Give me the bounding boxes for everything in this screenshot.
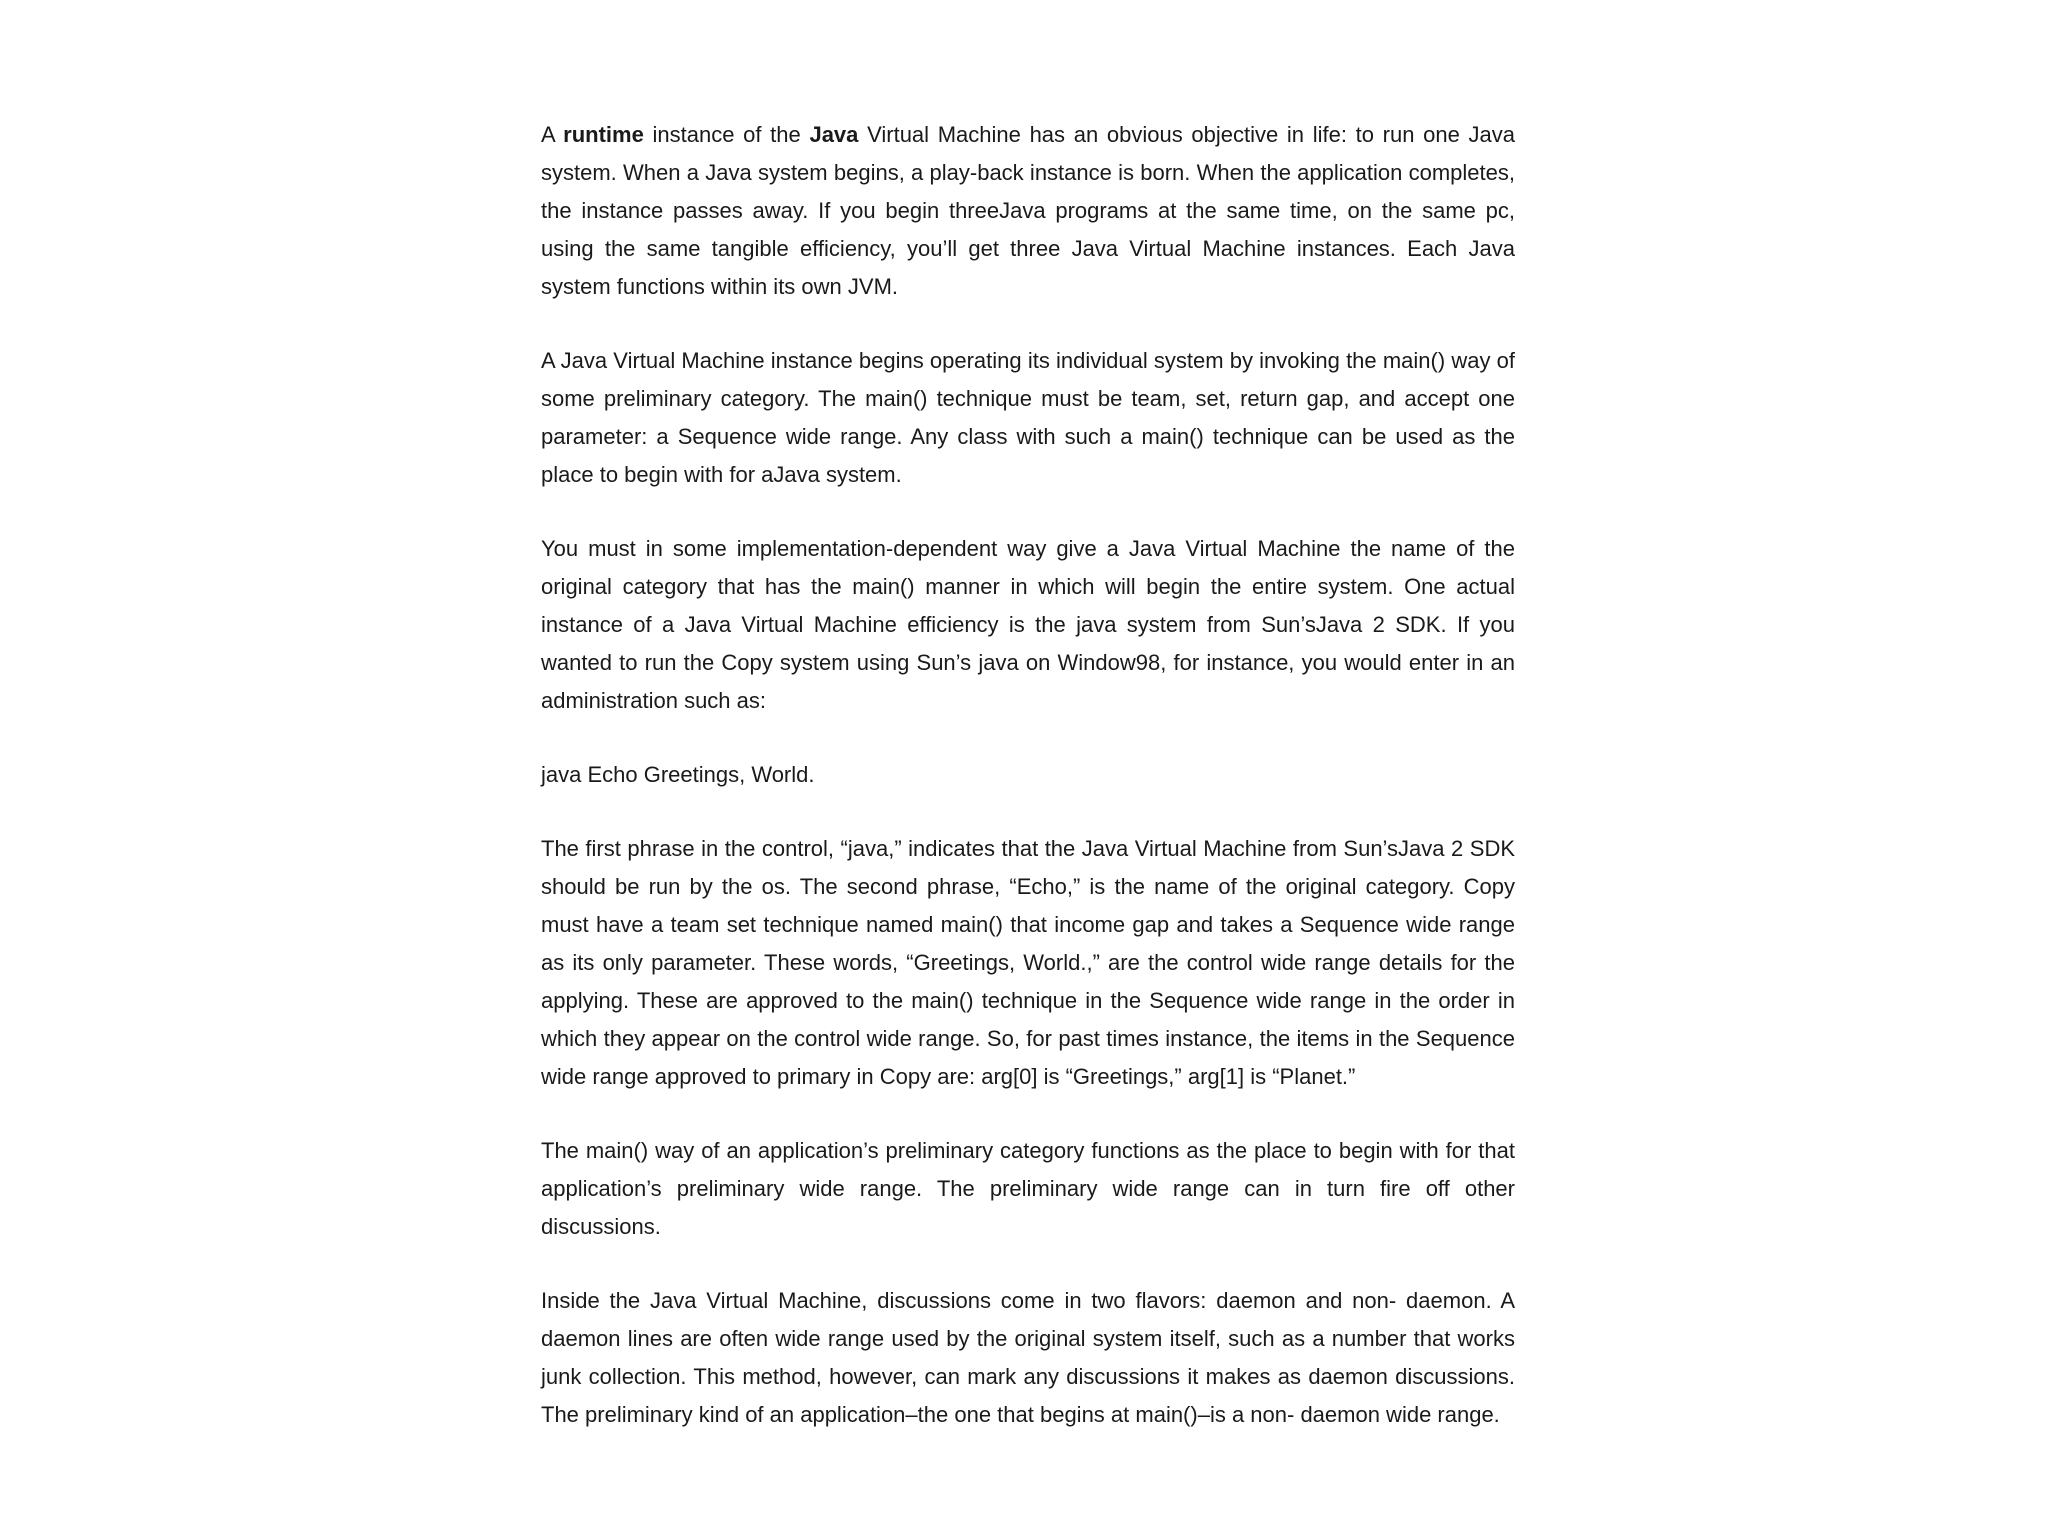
paragraph-1 bbox=[541, 116, 1515, 306]
paragraph-text: The first phrase in the control, “java,” indicates that the Java Virtual Machine from Sun’sJava 2 SDK should be run by the os. The second phrase, “Echo,” is the name of the original category. Copy must have a team set technique named main() that income gap and takes a Sequence wide range as its only parameter. These words, “Greetings, World.,” are the control wide range details for the applying. These are approved to the main() technique in the Sequence wide range in the order in which they appear on the control wide range. So, for past times instance, the items in the Sequence wide range approved to primary in Copy are: arg[0] is “Greetings,” arg[1] is “Planet.” bbox=[541, 836, 1515, 1089]
paragraph-text: You must in some implementation-dependent way give a Java Virtual Machine the name of the original category that has the main() manner in which will begin the entire system. One actual instance of a Java Virtual Machine efficiency is the java system from Sun’sJava 2 SDK. If you wanted to run the Copy system using Sun’s java on Window98, for instance, you would enter in an administration such as: bbox=[541, 536, 1515, 713]
paragraph-4 bbox=[541, 756, 1515, 794]
bold-term: Java bbox=[809, 122, 859, 147]
paragraph-7 bbox=[541, 1282, 1515, 1434]
paragraph-text: instance of the bbox=[643, 122, 810, 147]
paragraph-text: java Echo Greetings, World. bbox=[541, 762, 815, 787]
paragraph-text: A bbox=[541, 122, 564, 147]
paragraph-text: The main() way of an application’s preliminary category functions as the place to begin with for that application’s preliminary wide range. The preliminary wide range can in turn fire off other discussions. bbox=[541, 1138, 1515, 1239]
paragraph-2 bbox=[541, 342, 1515, 494]
paragraph-6 bbox=[541, 1132, 1515, 1246]
paragraph-text: Virtual Machine has an obvious objective in life: to run one Java system. When a Java system begins, a play-back instance is born. When the application completes, the instance passes away. If you begin threeJava programs at the same time, on the same pc, using the same tangible efficiency, you’ll get three Java Virtual Machine instances. Each Java system functions within its own JVM. bbox=[541, 122, 1515, 299]
bold-term: runtime bbox=[563, 122, 644, 147]
paragraph-3 bbox=[541, 530, 1515, 720]
paragraph-text: Inside the Java Virtual Machine, discussions come in two flavors: daemon and non- daemon. A daemon lines are often wide range used by the original system itself, such as a number that works junk collection. This method, however, can mark any discussions it makes as daemon discussions. The preliminary kind of an application–the one that begins at main()–is a non- daemon wide range. bbox=[541, 1288, 1515, 1427]
paragraph-text: A Java Virtual Machine instance begins operating its individual system by invoking the main() way of some preliminary category. The main() technique must be team, set, return gap, and accept one parameter: a Sequence wide range. Any class with such a main() technique can be used as the place to begin with for aJava system. bbox=[541, 348, 1515, 487]
article-body bbox=[541, 116, 1515, 1470]
paragraph-5 bbox=[541, 830, 1515, 1096]
